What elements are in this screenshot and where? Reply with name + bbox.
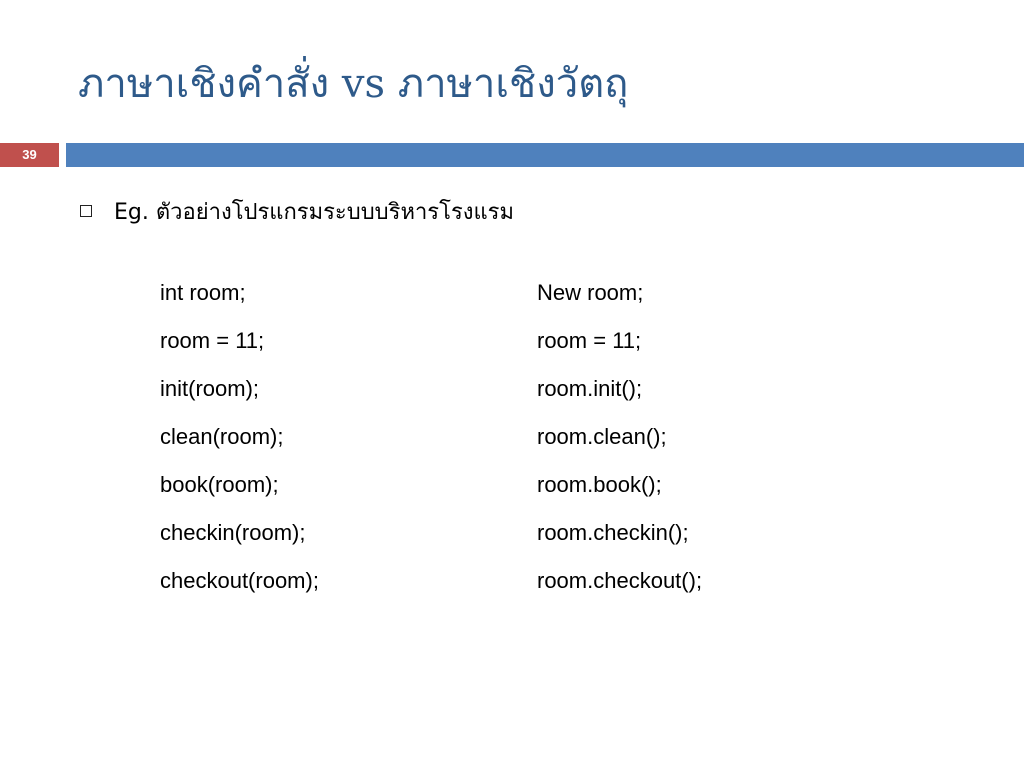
square-bullet-icon (80, 205, 92, 217)
header-accent-bar (66, 143, 1024, 167)
page-number-badge: 39 (0, 143, 59, 167)
object-oriented-code-line: New room; (537, 280, 644, 305)
procedural-code-line: room = 11; (160, 328, 265, 353)
procedural-code-line: book(room); (160, 472, 279, 497)
object-oriented-code-line: room = 11; (537, 328, 642, 353)
object-oriented-code-line: room.init(); (537, 376, 643, 401)
object-oriented-code-line: room.checkout(); (537, 568, 703, 593)
procedural-code-line: int room; (160, 280, 246, 305)
object-oriented-code-line: room.clean(); (537, 424, 667, 449)
object-oriented-code-column (537, 276, 702, 612)
procedural-code-line: checkout(room); (160, 568, 319, 593)
object-oriented-code-line: room.checkin(); (537, 520, 689, 545)
procedural-code-line: checkin(room); (160, 520, 306, 545)
bullet-text: Eg. ตัวอย่างโปรแกรมระบบบริหารโรงแรม (114, 199, 514, 225)
procedural-code-line: init(room); (160, 376, 260, 401)
bullet-item (80, 194, 514, 228)
procedural-code-column (160, 276, 319, 612)
procedural-code-line: clean(room); (160, 424, 284, 449)
object-oriented-code-line: room.book(); (537, 472, 662, 497)
slide-title: ภาษาเชิงคำสั่ง vs ภาษาเชิงวัตถุ (78, 61, 629, 107)
